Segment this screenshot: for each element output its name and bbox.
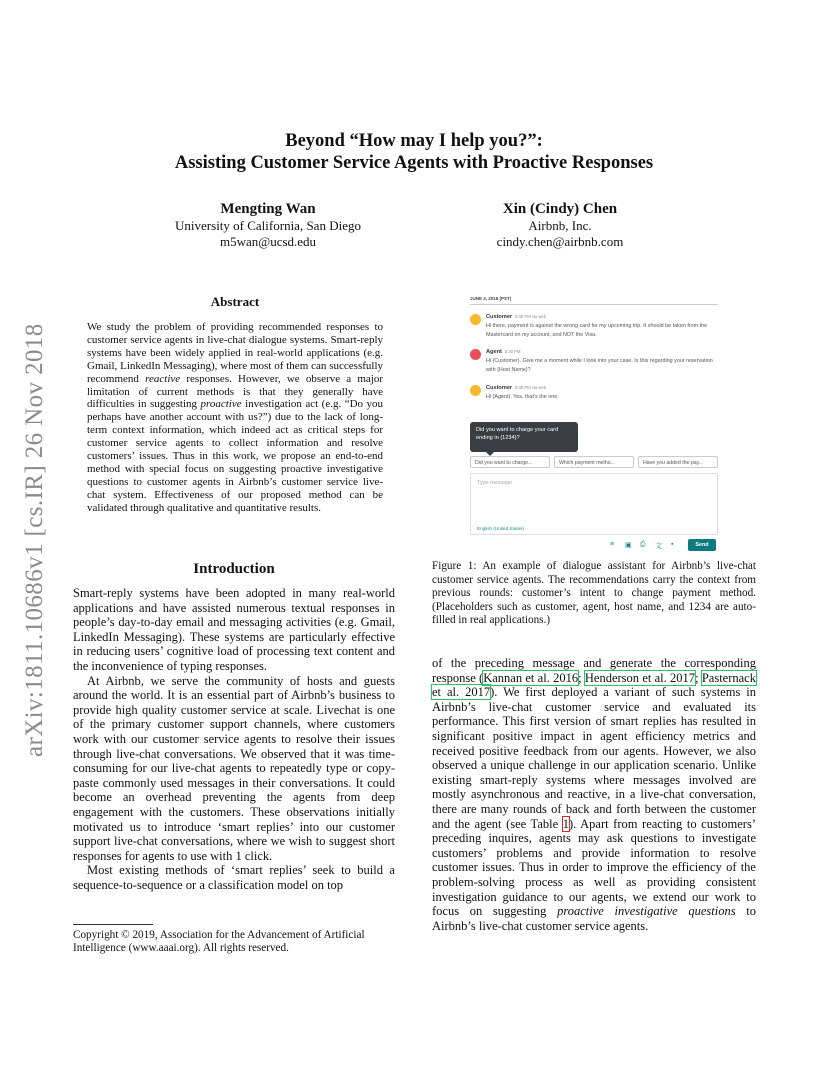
language-label: English (United States) xyxy=(477,526,524,531)
right-column-body xyxy=(432,656,756,933)
message-text: Hi {Customer}. Give me a moment while I look into your case. Is this regarding your reservation with {Host Name}? xyxy=(486,358,713,373)
spellcheck-icon[interactable]: ≡ xyxy=(610,541,615,548)
paper-title xyxy=(0,130,828,174)
body-text: of the preceding message and generate the corresponding response ( xyxy=(432,656,756,685)
footnote-rule xyxy=(73,924,153,925)
message-input[interactable] xyxy=(470,473,718,535)
abstract-emphasis: proactive xyxy=(200,398,242,411)
chat-bubble-icon[interactable]: ▣ xyxy=(625,542,632,549)
suggestion-chip[interactable]: Have you added the pay... xyxy=(638,456,718,468)
send-button[interactable]: Send xyxy=(688,539,716,551)
print-icon[interactable]: ⎙ xyxy=(640,541,646,548)
title-line-2: Assisting Customer Service Agents with Proactive Responses xyxy=(174,153,654,173)
author-2 xyxy=(442,200,678,249)
body-text: ). We first deployed a variant of such systems in Airbnb’s live-chat customer service and evaluated its performance. This first version of smart replies has resulted in significant positive impact in agent efficiency metrics and received positive feedback from our agents. However, we also observed a unique challenge in our application scenario. Unlike existing smart-reply systems where messages involved are mostly asynchronous and reactive, in a live-chat conversation, there are many rounds of back and forth between the customer and the agent (see Table xyxy=(432,685,756,831)
customer-avatar xyxy=(470,314,481,325)
message-sender: Agent xyxy=(486,349,502,355)
message-header xyxy=(486,349,520,355)
suggestion-chip[interactable]: Did you want to charge... xyxy=(470,456,550,468)
intro-paragraph-3: Most existing methods of ‘smart replies’ seek to build a sequence-to-sequence or a classification model on top xyxy=(73,863,395,892)
title-line-1: Beyond “How may I help you?”: xyxy=(285,131,543,151)
abstract-emphasis: reactive xyxy=(145,372,181,385)
translate-icon[interactable]: 文 xyxy=(655,543,662,550)
citation-link[interactable]: Pasternack et al. 2017 xyxy=(432,670,756,700)
image-icon[interactable]: ▪ xyxy=(671,541,674,548)
input-placeholder: Type message xyxy=(477,480,513,486)
right-paragraph xyxy=(432,656,756,933)
message-text: Hi there, payment is against the wrong card for my upcoming trip. It should be taken from the Mastercard on my account, and NOT the Visa. xyxy=(486,323,708,338)
suggestion-chip[interactable]: Which payment metho... xyxy=(554,456,634,468)
abstract-text-part: responses. However, we observe a major limitation of current methods is that they generally have difficulties in suggesting xyxy=(87,372,383,411)
intro-paragraph-2: At Airbnb, we serve the community of hosts and guests around the world. It is an essential part of Airbnb’s business to provide high quality customer service at scale. Livechat is one of the primary customer support channels, where customers work with our customer service agents to resolve their issues through live-chat conversations. We observed that it was time-consuming for our live-chat agents to repeatedly type or copy-paste commonly used messages in their conversations. It could become an overhead preventing the agents from deep engagement with the customers. These observations initially motivated us to introduce ‘smart replies’ into our customer support live-chat conversations, where we wish to suggest short responses for agents to use with 1 click. xyxy=(73,673,395,863)
chat-date: JUNE 3, 2018 (PST) xyxy=(470,296,512,301)
body-text: ; xyxy=(578,670,585,685)
abstract-text-part: investigation act (e.g. “Do you perhaps have another account with us?”) due to the lack of long-term context information, which indeed act as critical steps for customer service agents to collect information and resolve customers’ issues. Thus in this work, we propose an end-to-end method with special focus on suggesting proactive investigative questions to customer agents in Airbnb’s customer service live-chat system. Effectiveness of our proposed method can be validated through qualitative and quantitative results. xyxy=(87,398,383,514)
table-reference-link[interactable]: 1 xyxy=(562,816,569,831)
agent-avatar xyxy=(470,349,481,360)
message-header xyxy=(486,314,546,320)
citation-link[interactable]: Henderson et al. 2017 xyxy=(584,670,696,685)
body-emphasis: proactive investigative questions xyxy=(557,904,736,919)
author-1 xyxy=(150,200,386,249)
intro-paragraph-1: Smart-reply systems have been adopted in many real-world applications and have assisted numerous textual responses in people’s day-to-day email and messaging activities (e.g. Gmail, LinkedIn Messaging). These systems are particularly effective in reducing users’ cognitive load of processing text content and the inconvenience of typing responses. xyxy=(73,586,395,673)
author-name: Mengting Wan xyxy=(220,201,316,217)
citation-link[interactable]: Kannan et al. 2016 xyxy=(483,670,579,685)
message-sender: Customer xyxy=(486,314,513,320)
message-time: 5:30 PM xyxy=(504,349,521,354)
copyright-footnote: Copyright © 2019, Association for the Advancement of Artificial Intelligence (www.aaai.org). All rights reserved. xyxy=(73,929,365,955)
message-sender: Customer xyxy=(486,385,513,391)
message-time: 5:30 PM via web xyxy=(515,314,547,319)
date-divider xyxy=(470,304,718,305)
body-text: to Airbnb’s live-chat customer service agents. xyxy=(432,904,756,933)
abstract-text-part: We study the problem of providing recommended responses to customer service agents in live-chat dialogue systems. Smart-reply systems have been widely applied in real-world applications (e.g. Gmail, LinkedIn Messaging), where most of them can successfully recommend xyxy=(87,321,383,385)
abstract-text xyxy=(87,321,383,515)
suggestion-tooltip: Did you want to charge your card ending in {1234}? xyxy=(470,422,578,452)
introduction-heading: Introduction xyxy=(193,561,275,577)
abstract-heading: Abstract xyxy=(210,294,260,309)
author-name: Xin (Cindy) Chen xyxy=(502,201,618,217)
author-email: m5wan@ucsd.edu xyxy=(219,233,317,249)
customer-avatar xyxy=(470,385,481,396)
body-text: ; xyxy=(695,670,702,685)
body-text: ). Apart from reacting to customers’ preceding inquires, agents may ask questions to investigate customers’ problems and provide information to resolve customer issues. Thus in order to improve the efficiency of the problem-solving process as well as providing consistent investigation guidance to our agents, we extend our work to focus on suggesting xyxy=(432,816,756,919)
author-affiliation: University of California, San Diego xyxy=(175,218,361,233)
message-text: Hi {Agent}. Yes, that’s the one. xyxy=(486,394,559,400)
author-email: cindy.chen@airbnb.com xyxy=(496,233,624,249)
message-header xyxy=(486,385,546,391)
figure-caption: Figure 1: An example of dialogue assistant for Airbnb’s live-chat customer service agents. The recommendations carry the context from previous rounds: customer’s intent to change payment method. (Placeholders such as customer, agent, host name, and 1234 are auto-filled in real applications.) xyxy=(432,560,756,627)
author-affiliation: Airbnb, Inc. xyxy=(528,218,592,233)
figure-chat-ui xyxy=(470,292,718,554)
arxiv-stamp: arXiv:1811.10686v1 [cs.IR] 26 Nov 2018 xyxy=(21,323,48,757)
introduction-body xyxy=(73,586,395,892)
message-time: 5:30 PM via web xyxy=(515,385,547,390)
